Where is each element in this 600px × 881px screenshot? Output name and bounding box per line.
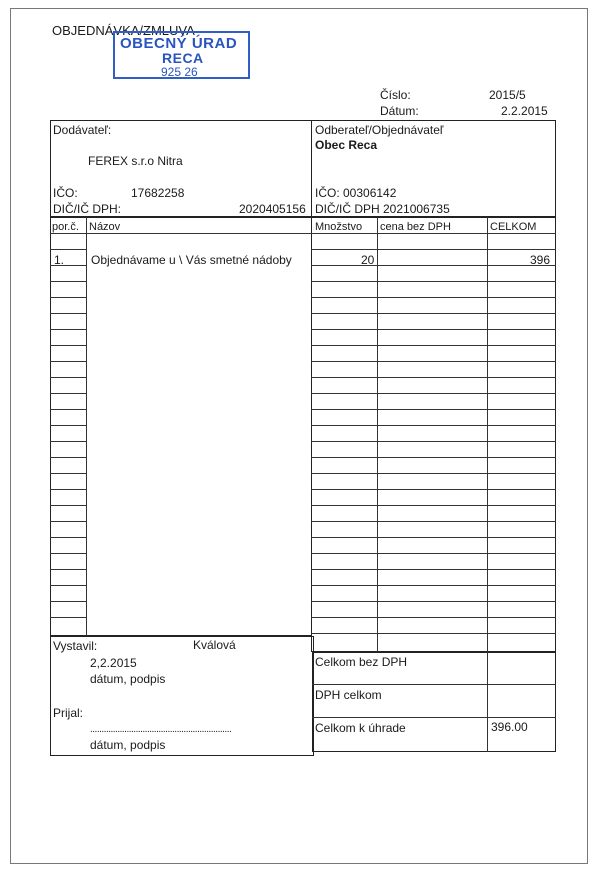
table-row-line (311, 617, 556, 618)
table-row-line (50, 297, 86, 298)
table-row-line (50, 521, 86, 522)
table-row-line (311, 553, 556, 554)
table-row-line (50, 409, 86, 410)
table-row-line (50, 473, 86, 474)
item-1-qty: 20 (361, 253, 375, 267)
total-dph-label: DPH celkom (315, 688, 382, 702)
total-bez-dph-label: Celkom bez DPH (315, 655, 408, 669)
header-price: cena bez DPH (380, 221, 451, 233)
table-row-line (50, 585, 86, 586)
cislo-value: 2015/5 (489, 88, 526, 102)
table-row-line (50, 505, 86, 506)
supplier-label: Dodávateľ: (53, 123, 112, 137)
item-1-num: 1. (54, 253, 65, 267)
stamp-line-3: 925 26 (161, 65, 198, 79)
table-row-line (311, 297, 556, 298)
vystavil-sign-caption: dátum, podpis (90, 672, 166, 686)
totals-divider (487, 652, 488, 752)
totals-line-2 (312, 717, 556, 718)
table-row-line (50, 361, 86, 362)
header-name: Názov (89, 221, 121, 233)
supplier-ico-value: 17682258 (131, 186, 185, 200)
supplier-name: FEREX s.r.o Nitra (88, 154, 183, 168)
table-row-line (311, 457, 556, 458)
office-stamp (113, 31, 250, 79)
item-1-total: 396 (530, 253, 551, 267)
customer-ico: IČO: 00306142 (315, 186, 397, 200)
totals-line-1 (312, 684, 556, 685)
table-row-line (311, 585, 556, 586)
column-divider-qty (377, 217, 378, 652)
prijal-sign-caption: dátum, podpis (90, 738, 166, 752)
header-qty: Množstvo (315, 221, 363, 233)
table-row-line (311, 393, 556, 394)
items-table-left (50, 217, 312, 636)
table-row-line (50, 617, 86, 618)
table-row-line (311, 313, 556, 314)
prijal-dotted-line: .............................................................. (90, 724, 232, 735)
datum-value: 2.2.2015 (501, 104, 548, 118)
prijal-label: Prijal: (53, 706, 84, 720)
table-row-line (311, 377, 556, 378)
table-row-line (50, 425, 86, 426)
table-row-line (50, 329, 86, 330)
customer-label: Odberateľ/Objednávateľ (315, 123, 444, 137)
table-row-line (50, 313, 86, 314)
table-row-line (50, 393, 86, 394)
table-row-line (311, 345, 556, 346)
table-row-line (50, 569, 86, 570)
table-row-line (311, 489, 556, 490)
vystavil-label: Vystavil: (53, 639, 98, 653)
table-row-line (311, 601, 556, 602)
stamp-line-2: RECA (162, 50, 204, 66)
column-divider-num (86, 217, 87, 636)
table-row-line (311, 249, 556, 250)
items-table-right (311, 217, 556, 652)
table-row-line (311, 361, 556, 362)
table-row-line (50, 345, 86, 346)
table-row-line (311, 473, 556, 474)
table-row-line (311, 409, 556, 410)
total-k-uhrade-value: 396.00 (491, 720, 528, 734)
table-row-line (50, 281, 86, 282)
datum-label: Dátum: (380, 104, 419, 118)
customer-name: Obec Reca (315, 138, 378, 152)
table-row-line (50, 265, 86, 266)
table-row-line (311, 441, 556, 442)
table-row-line (50, 537, 86, 538)
cislo-label: Číslo: (380, 88, 411, 102)
stamp-line-1: OBECNÝ ÚRAD (120, 35, 238, 52)
table-row-line (50, 441, 86, 442)
supplier-ico-label: IČO: (53, 186, 78, 200)
document-type-title: OBJEDNÁVKA/ZMLUVA (52, 23, 195, 38)
supplier-dic-label: DIČ/IČ DPH: (53, 202, 122, 216)
table-row-line (311, 281, 556, 282)
table-row-line (50, 601, 86, 602)
table-row-line (311, 329, 556, 330)
table-row-line (311, 505, 556, 506)
table-row-line (311, 265, 556, 266)
table-row-line (311, 521, 556, 522)
table-row-line (50, 457, 86, 458)
table-row-line (311, 633, 556, 634)
header-total: CELKOM (490, 221, 537, 233)
supplier-dic-value: 2020405156 (239, 202, 306, 216)
vystavil-name: Kválová (193, 638, 236, 652)
item-1-name: Objednávame u \ Vás smetné nádoby (91, 253, 292, 267)
table-row-line (50, 553, 86, 554)
table-row-line (311, 425, 556, 426)
total-k-uhrade-label: Celkom k úhrade (315, 721, 406, 735)
header-num: por.č. (52, 221, 79, 233)
table-row-line (50, 249, 86, 250)
table-row-line (311, 569, 556, 570)
column-divider-price (487, 217, 488, 652)
table-row-line (50, 489, 86, 490)
customer-dic: DIČ/IČ DPH 2021006735 (315, 202, 450, 216)
table-row-line (311, 537, 556, 538)
table-row-line (50, 233, 556, 234)
table-row-line (50, 377, 86, 378)
vystavil-date: 2,2.2015 (90, 656, 137, 670)
